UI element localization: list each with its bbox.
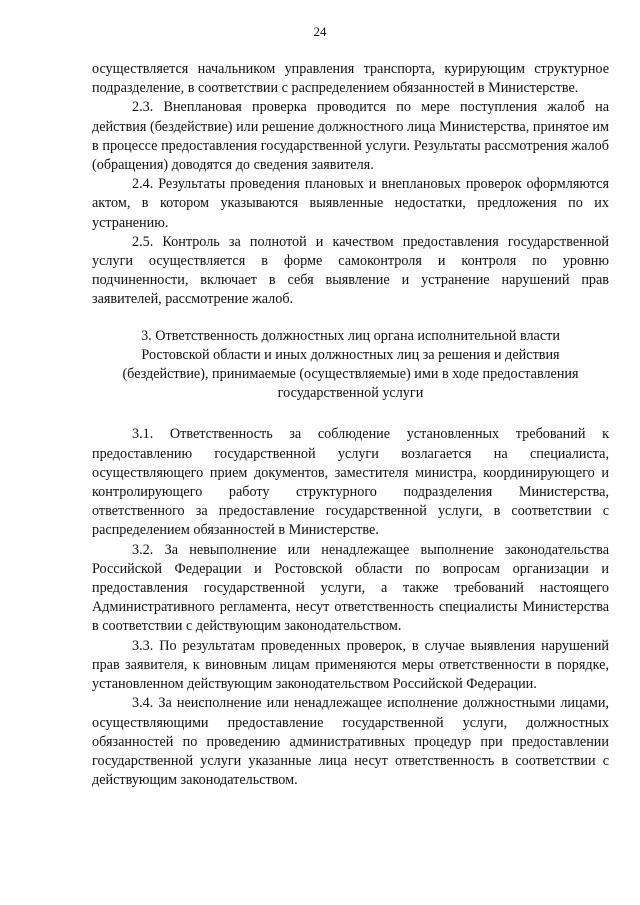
paragraph-3-3: 3.3. По результатам проведенных проверок, в случае выявления нарушений прав заявителя, к виновным лицам применяются меры ответственности в порядке, установленном действующим законодательством Российской Федерации. [92,637,609,693]
section-heading [92,327,609,404]
section-heading-line: 3. Ответственность должностных лиц органа исполнительной власти [141,327,560,344]
document-body [92,60,609,790]
paragraph-3-2: 3.2. За невыполнение или ненадлежащее выполнение законодательства Российской Федерации и Ростовской области по вопросам организации и предоставления государственной услуги, а также требований настоящего Административного регламента, несут ответственность специалисты Министерства в соответствии с действующим законодательством. [92,541,609,635]
section-heading-line: государственной услуги [277,385,424,402]
section-heading-line: (бездействие), принимаемые (осуществляемые) ими в ходе предоставления [122,366,579,383]
paragraph-3-4: 3.4. За неисполнение или ненадлежащее исполнение должностными лицами, осуществляющими предоставление государственной услуги, должностных обязанностей по проведению административных процедур при предоставлении государственной услуги указанные лица несут ответственность в соответствии с действующим законодательством. [92,695,609,789]
paragraph-2-3: 2.3. Внеплановая проверка проводится по мере поступления жалоб на действия (бездействие) или решение должностного лица Министерства, принятое им в процессе предоставления государственной услуги. Результаты рассмотрения жалоб (обращения) доводятся до сведения заявителя. [92,99,609,174]
paragraph-2-4: 2.4. Результаты проведения плановых и внеплановых проверок оформляются актом, в котором указываются выявленные недостатки, предложения по их устранению. [92,176,609,231]
paragraph-2-5: 2.5. Контроль за полнотой и качеством предоставления государственной услуги осуществляется в форме самоконтроля и контроля по уровню подчиненности, включает в себя выявление и устранение нарушений прав заявителей, рассмотрение жалоб. [92,233,609,308]
page-number: 24 [313,24,327,39]
paragraph-continuation: осуществляется начальником управления транспорта, курирующим структурное подразделение, в соответствии с распределением обязанностей в Министерстве. [92,61,609,97]
paragraph-3-1: 3.1. Ответственность за соблюдение установленных требований к предоставлению государственной услуги возлагается на специалиста, осуществляющего прием документов, заместителя министра, координирующего и контролирующего работу структурного подразделения Министерства, ответственного за предоставление государственной услуги, в соответствии с распределением обязанностей в Министерстве. [92,426,609,539]
section-heading-line: Ростовской области и иных должностных лиц за решения и действия [141,346,560,363]
